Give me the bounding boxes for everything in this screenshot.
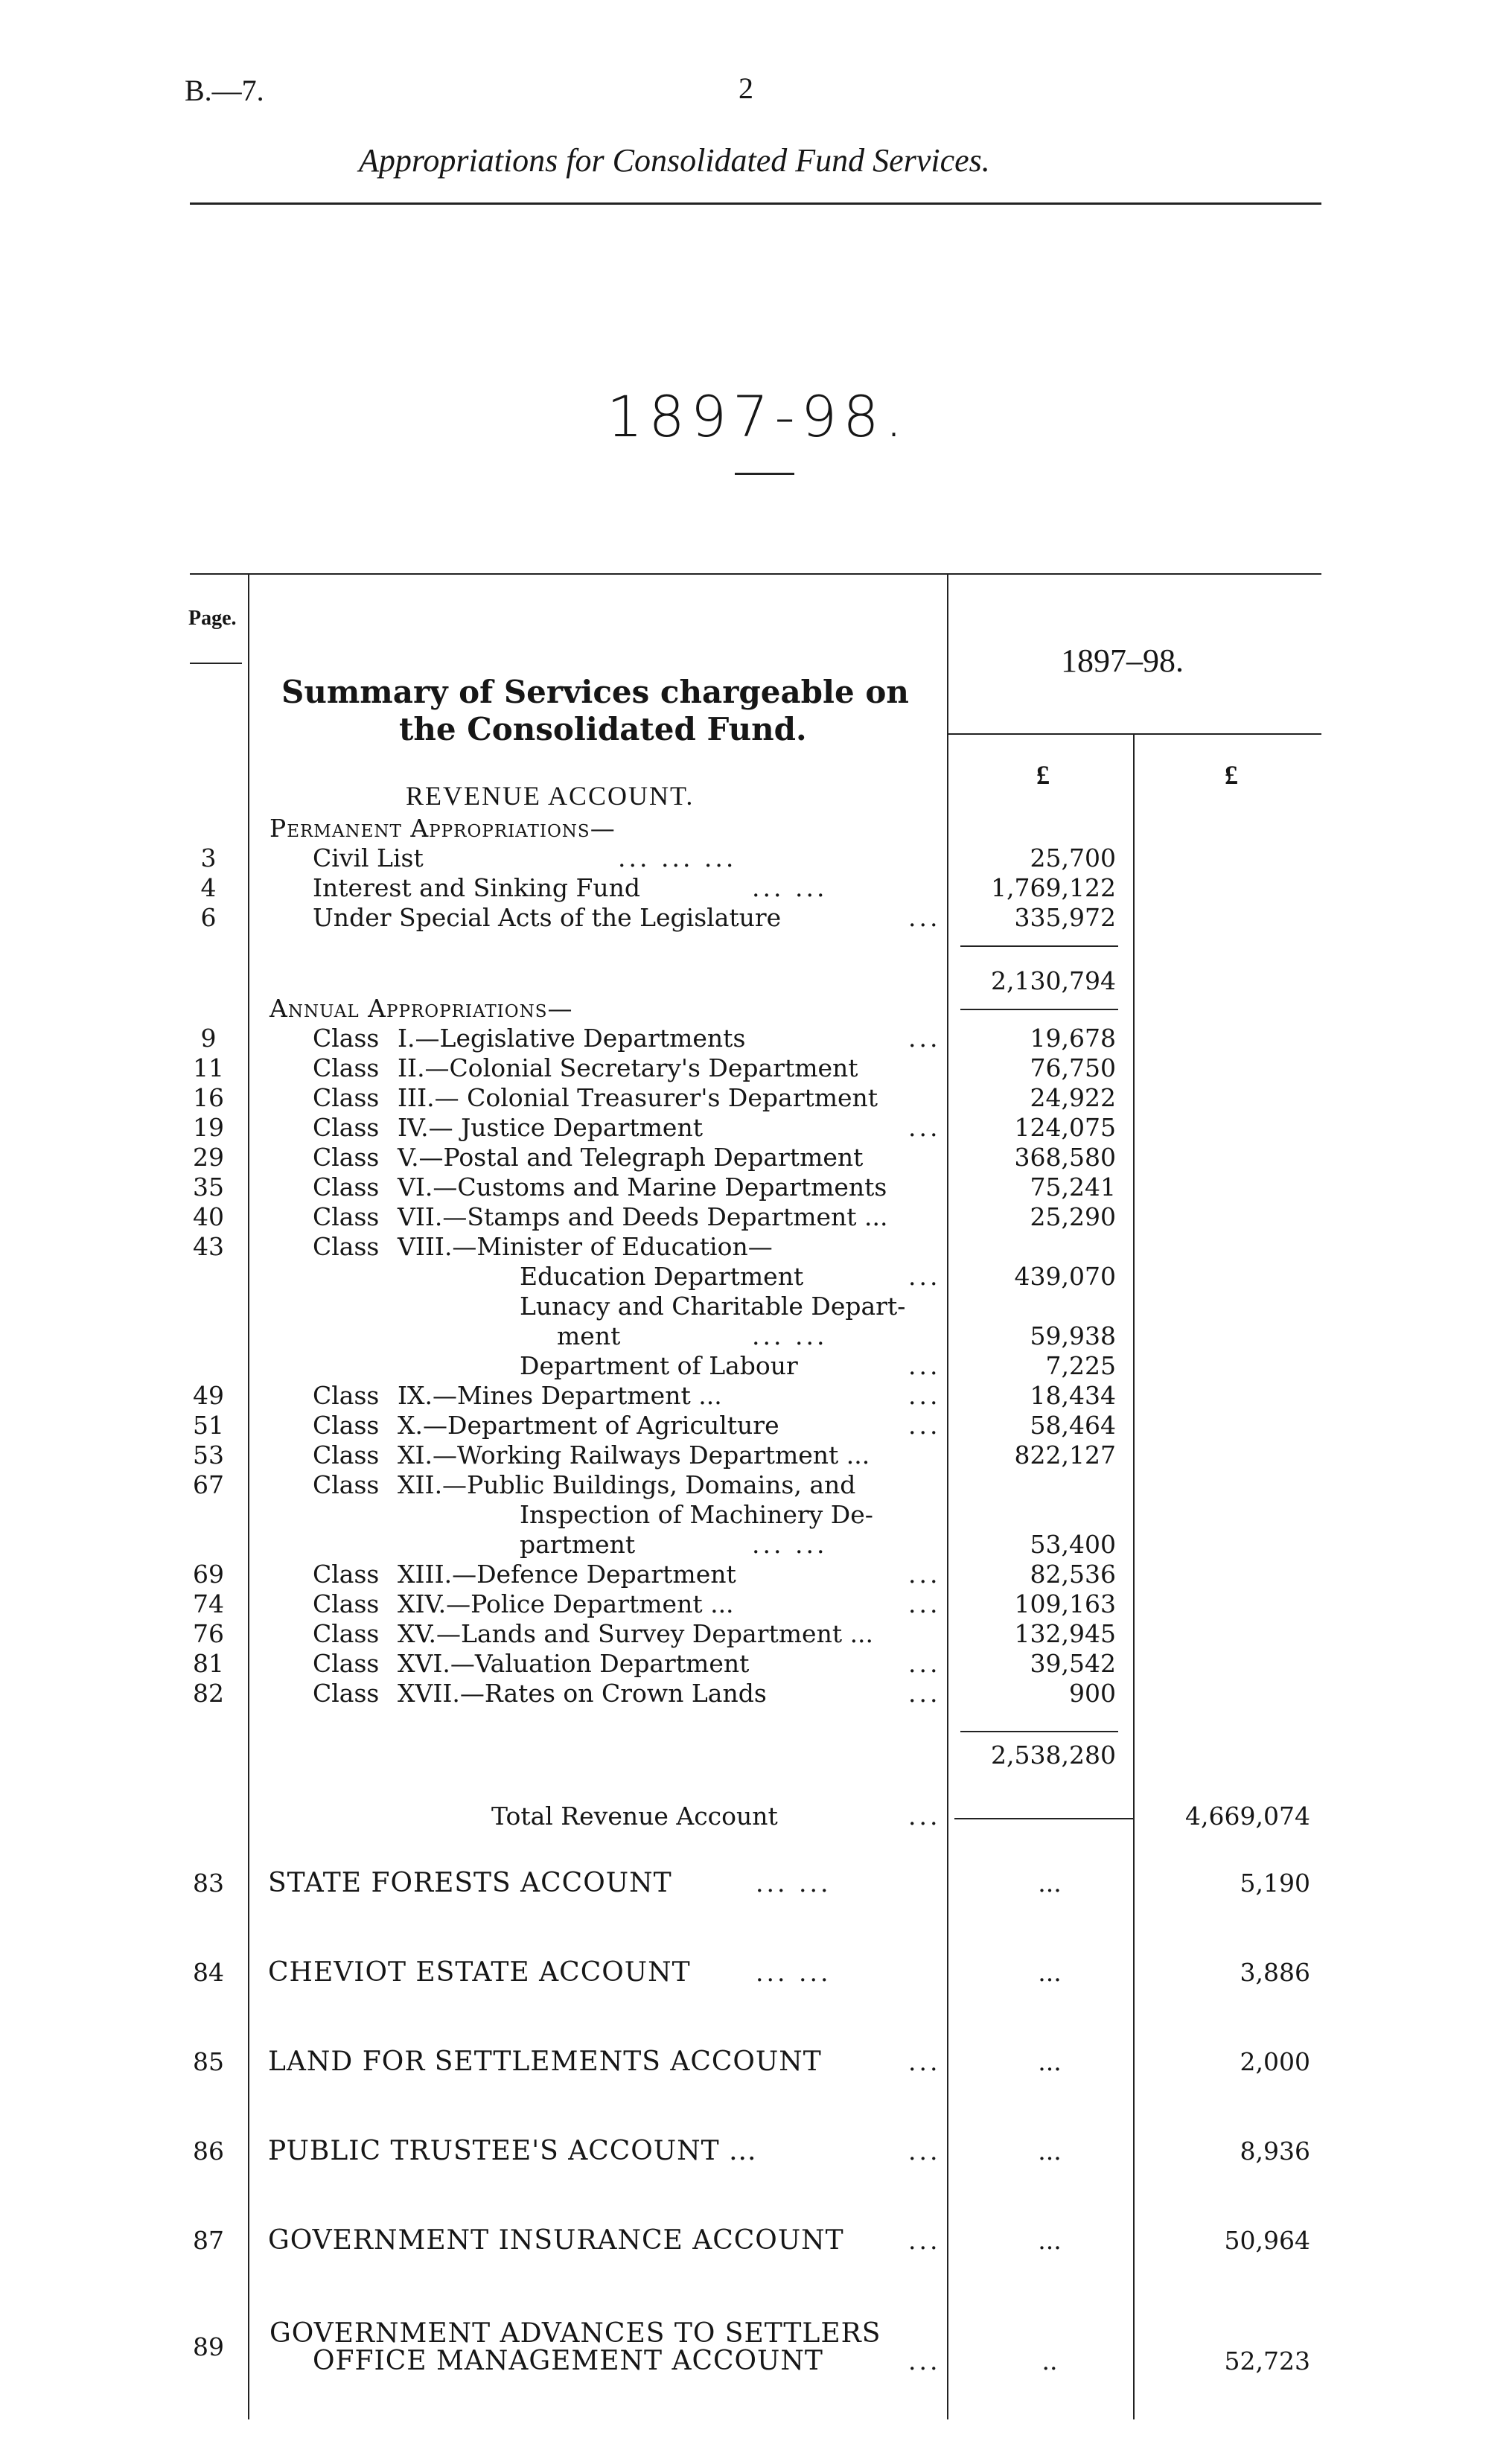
- annual-row: [0, 1262, 1512, 1292]
- item-label: Under Special Acts of the Legislature: [313, 903, 782, 932]
- document-ref: B.—7.: [185, 74, 264, 107]
- class-description: IX.—Mines Department ...: [398, 1381, 722, 1410]
- page-ref: 69: [193, 1560, 224, 1589]
- table-top-rule: [190, 573, 1321, 575]
- total-amount: 4,669,074: [1185, 1802, 1310, 1831]
- class-label: Class: [313, 1053, 380, 1082]
- class-description: I.—Legislative Departments: [398, 1024, 746, 1053]
- amount: 50,964: [1224, 2226, 1310, 2255]
- leader-dots: ...: [908, 1262, 941, 1291]
- account-row: [0, 1958, 1512, 1988]
- page-ref: 84: [193, 1958, 224, 1987]
- class-label: Class: [313, 1172, 380, 1202]
- account-row: [0, 2047, 1512, 2077]
- total-label: Total Revenue Account: [491, 1802, 778, 1831]
- class-description: VII.—Stamps and Deeds Department ...: [398, 1202, 888, 1231]
- leader-dots: ...: [908, 1589, 941, 1618]
- leader-dots: ...: [908, 1411, 941, 1440]
- page-ref: 6: [200, 903, 217, 932]
- class-description: II.—Colonial Secretary's Department: [398, 1053, 858, 1082]
- amount: 18,434: [1030, 1381, 1116, 1410]
- class-description: X.—Department of Agriculture: [398, 1411, 779, 1440]
- mid-dots: ...: [1038, 2047, 1062, 2076]
- summary-title-line2: the Consolidated Fund.: [399, 711, 807, 747]
- leader-dots: ...: [908, 1802, 941, 1831]
- leader-dots: ...: [908, 2346, 941, 2376]
- amount: 25,290: [1030, 1202, 1116, 1231]
- amount: 1,769,122: [991, 873, 1116, 902]
- permanent-row: [0, 873, 1512, 903]
- page-ref: 19: [193, 1113, 224, 1142]
- class-description: IV.— Justice Department: [398, 1113, 703, 1142]
- amount: 822,127: [1014, 1440, 1116, 1470]
- mid-dots: ...: [1038, 2226, 1062, 2255]
- annual-row: [0, 1470, 1512, 1500]
- annual-row: [0, 1381, 1512, 1411]
- leader-dots: ...: [908, 2047, 941, 2076]
- leader-dots: ...: [908, 1560, 941, 1589]
- total-rule: [954, 1818, 1133, 1819]
- leader-dots: ... ...: [752, 873, 828, 902]
- amount: 109,163: [1014, 1589, 1116, 1618]
- amount: 24,922: [1030, 1083, 1116, 1112]
- annual-row: [0, 1321, 1512, 1351]
- annual-row: [0, 1083, 1512, 1113]
- account-label: CHEVIOT ESTATE ACCOUNT: [268, 1957, 691, 1988]
- total-revenue-row: [0, 1802, 1512, 1831]
- page-ref: 49: [193, 1381, 224, 1410]
- running-title: Appropriations for Consolidated Fund Services.: [359, 142, 990, 179]
- amount: 900: [1069, 1679, 1116, 1708]
- class-label: Class: [313, 1202, 380, 1231]
- page-ref: 35: [193, 1172, 224, 1202]
- amount: 8,936: [1240, 2137, 1310, 2166]
- item-label: Civil List: [313, 843, 424, 872]
- page-ref: 16: [193, 1083, 224, 1112]
- amount: 132,945: [1014, 1619, 1116, 1648]
- amount: 19,678: [1030, 1024, 1116, 1053]
- leader-dots: ...: [908, 1351, 941, 1380]
- amount: 7,225: [1045, 1351, 1116, 1380]
- leader-dots: ...: [908, 1649, 941, 1678]
- amount: 76,750: [1030, 1053, 1116, 1082]
- summary-title-line1: Summary of Services chargeable on: [281, 674, 909, 710]
- class-description: Department of Labour: [520, 1351, 798, 1380]
- class-description: XIV.—Police Department ...: [398, 1589, 734, 1618]
- permanent-heading: Permanent Appropriations—: [269, 814, 616, 843]
- account-row-cont: [0, 2346, 1512, 2376]
- amount: 2,000: [1240, 2047, 1310, 2076]
- annual-row: [0, 1024, 1512, 1053]
- mid-dots: ...: [1038, 1869, 1062, 1898]
- currency-col2: £: [1225, 760, 1238, 790]
- class-description: partment: [520, 1530, 636, 1559]
- page-ref: 53: [193, 1440, 224, 1470]
- class-description: XVI.—Valuation Department: [398, 1649, 750, 1678]
- page-ref: 11: [193, 1053, 224, 1082]
- annual-row: [0, 1440, 1512, 1470]
- leader-dots: ...: [908, 2137, 941, 2166]
- amount: 368,580: [1014, 1143, 1116, 1172]
- amount: 439,070: [1014, 1262, 1116, 1291]
- page-col-header-rule: [190, 663, 242, 664]
- annual-row: [0, 1679, 1512, 1708]
- permanent-heading-row: [0, 814, 1512, 843]
- amount: 335,972: [1014, 903, 1116, 932]
- annual-row: [0, 1351, 1512, 1381]
- page-ref: 82: [193, 1679, 224, 1708]
- page-ref: 86: [193, 2137, 224, 2166]
- class-description: Inspection of Machinery De-: [520, 1500, 873, 1529]
- permanent-subtotal: 2,130,794: [991, 966, 1116, 995]
- subtotal-rule: [960, 945, 1118, 947]
- subtotal-rule: [960, 1731, 1118, 1732]
- annual-row: [0, 1500, 1512, 1530]
- annual-heading-row: [0, 994, 1512, 1024]
- account-label: GOVERNMENT ADVANCES TO SETTLERS: [269, 2318, 881, 2349]
- leader-dots: ...: [908, 1381, 941, 1410]
- class-label: Class: [313, 1024, 380, 1053]
- currency-col1: £: [1036, 760, 1050, 790]
- amount: 75,241: [1030, 1172, 1116, 1202]
- permanent-subtotal-row: [0, 966, 1512, 996]
- annual-row: [0, 1560, 1512, 1589]
- class-label: Class: [313, 1083, 380, 1112]
- class-description: VI.—Customs and Marine Departments: [398, 1172, 887, 1202]
- page-ref: 67: [193, 1470, 224, 1499]
- leader-dots: ...: [908, 2226, 941, 2255]
- class-label: Class: [313, 1381, 380, 1410]
- annual-row: [0, 1143, 1512, 1172]
- annual-row: [0, 1649, 1512, 1679]
- annual-row: [0, 1053, 1512, 1083]
- annual-row: [0, 1232, 1512, 1262]
- permanent-row: [0, 843, 1512, 873]
- amount: 82,536: [1030, 1560, 1116, 1589]
- amount: 58,464: [1030, 1411, 1116, 1440]
- leader-dots: ...: [908, 1679, 941, 1708]
- amount: 59,938: [1030, 1321, 1116, 1350]
- page-ref: 40: [193, 1202, 224, 1231]
- account-label: LAND FOR SETTLEMENTS ACCOUNT: [268, 2046, 822, 2077]
- annual-row: [0, 1113, 1512, 1143]
- class-description: XIII.—Defence Department: [398, 1560, 736, 1589]
- amount: 39,542: [1030, 1649, 1116, 1678]
- page-ref: 89: [193, 2332, 224, 2361]
- annual-row: [0, 1589, 1512, 1619]
- page-ref: 51: [193, 1411, 224, 1440]
- class-label: Class: [313, 1649, 380, 1678]
- account-row: [0, 2137, 1512, 2166]
- amount: 3,886: [1240, 1958, 1310, 1987]
- page-ref: 9: [200, 1024, 217, 1053]
- mid-dots: ...: [1038, 1958, 1062, 1987]
- leader-dots: ... ...: [756, 1869, 832, 1898]
- revenue-heading: REVENUE ACCOUNT.: [406, 781, 695, 811]
- class-description: III.— Colonial Treasurer's Department: [398, 1083, 878, 1112]
- leader-dots: ... ...: [756, 1958, 832, 1987]
- page-ref: 3: [200, 843, 217, 872]
- leader-dots: ...: [908, 903, 941, 932]
- annual-subtotal: 2,538,280: [991, 1741, 1116, 1770]
- page-ref: 76: [193, 1619, 224, 1648]
- page-ref: 4: [200, 873, 217, 902]
- class-label: Class: [313, 1440, 380, 1470]
- amount: 52,723: [1224, 2346, 1310, 2376]
- account-label: GOVERNMENT INSURANCE ACCOUNT: [268, 2225, 844, 2256]
- annual-row: [0, 1619, 1512, 1649]
- annual-row: [0, 1202, 1512, 1232]
- account-row: [0, 1869, 1512, 1898]
- annual-row: [0, 1292, 1512, 1321]
- page-ref: 83: [193, 1869, 224, 1898]
- class-description: XI.—Working Railways Department ...: [398, 1440, 870, 1470]
- account-label: PUBLIC TRUSTEE'S ACCOUNT ...: [268, 2136, 757, 2166]
- page-ref: 74: [193, 1589, 224, 1618]
- annual-subtotal-row: [0, 1741, 1512, 1770]
- page-ref: 81: [193, 1649, 224, 1678]
- page-ref: 85: [193, 2047, 224, 2076]
- class-description: XII.—Public Buildings, Domains, and: [398, 1470, 856, 1499]
- class-label: Class: [313, 1232, 380, 1261]
- page-col-header: Page.: [188, 607, 237, 630]
- class-label: Class: [313, 1470, 380, 1499]
- year-col-header: 1897–98.: [1061, 642, 1184, 679]
- year-underline: [735, 473, 794, 475]
- account-label: STATE FORESTS ACCOUNT: [268, 1868, 672, 1898]
- class-label: Class: [313, 1560, 380, 1589]
- leader-dots: ...: [908, 1113, 941, 1142]
- item-label: Interest and Sinking Fund: [313, 873, 640, 902]
- leader-dots: ... ... ...: [618, 843, 737, 872]
- class-label: Class: [313, 1619, 380, 1648]
- leader-dots: ... ...: [752, 1321, 828, 1350]
- class-label: Class: [313, 1113, 380, 1142]
- page-ref: 43: [193, 1232, 224, 1261]
- account-label: OFFICE MANAGEMENT ACCOUNT: [313, 2346, 823, 2376]
- account-row: [0, 2226, 1512, 2256]
- class-description: ment: [557, 1321, 621, 1350]
- leader-dots: ...: [908, 1024, 941, 1053]
- class-description: V.—Postal and Telegraph Department: [398, 1143, 864, 1172]
- amount: 124,075: [1014, 1113, 1116, 1142]
- class-description: VIII.—Minister of Education—: [398, 1232, 773, 1261]
- annual-row: [0, 1172, 1512, 1202]
- permanent-row: [0, 903, 1512, 933]
- class-description: XV.—Lands and Survey Department ...: [398, 1619, 874, 1648]
- mid-dots: ...: [1038, 2137, 1062, 2166]
- annual-row: [0, 1530, 1512, 1560]
- annual-heading: Annual Appropriations—: [269, 994, 573, 1023]
- header-rule: [190, 202, 1321, 205]
- class-label: Class: [313, 1679, 380, 1708]
- class-label: Class: [313, 1411, 380, 1440]
- year-heading: 1897-98.: [607, 383, 909, 450]
- leader-dots: ... ...: [752, 1530, 828, 1559]
- amount: 53,400: [1030, 1530, 1116, 1559]
- amount: 25,700: [1030, 843, 1116, 872]
- page-ref: 29: [193, 1143, 224, 1172]
- mid-dots: ..: [1042, 2346, 1058, 2376]
- class-description: Education Department: [520, 1262, 804, 1291]
- page-number: 2: [739, 71, 753, 105]
- annual-row: [0, 1411, 1512, 1440]
- year-col-rule: [947, 733, 1321, 735]
- class-label: Class: [313, 1143, 380, 1172]
- class-description: XVII.—Rates on Crown Lands: [398, 1679, 767, 1708]
- amount: 5,190: [1240, 1869, 1310, 1898]
- page-ref: 87: [193, 2226, 224, 2255]
- class-label: Class: [313, 1589, 380, 1618]
- class-description: Lunacy and Charitable Depart-: [520, 1292, 906, 1321]
